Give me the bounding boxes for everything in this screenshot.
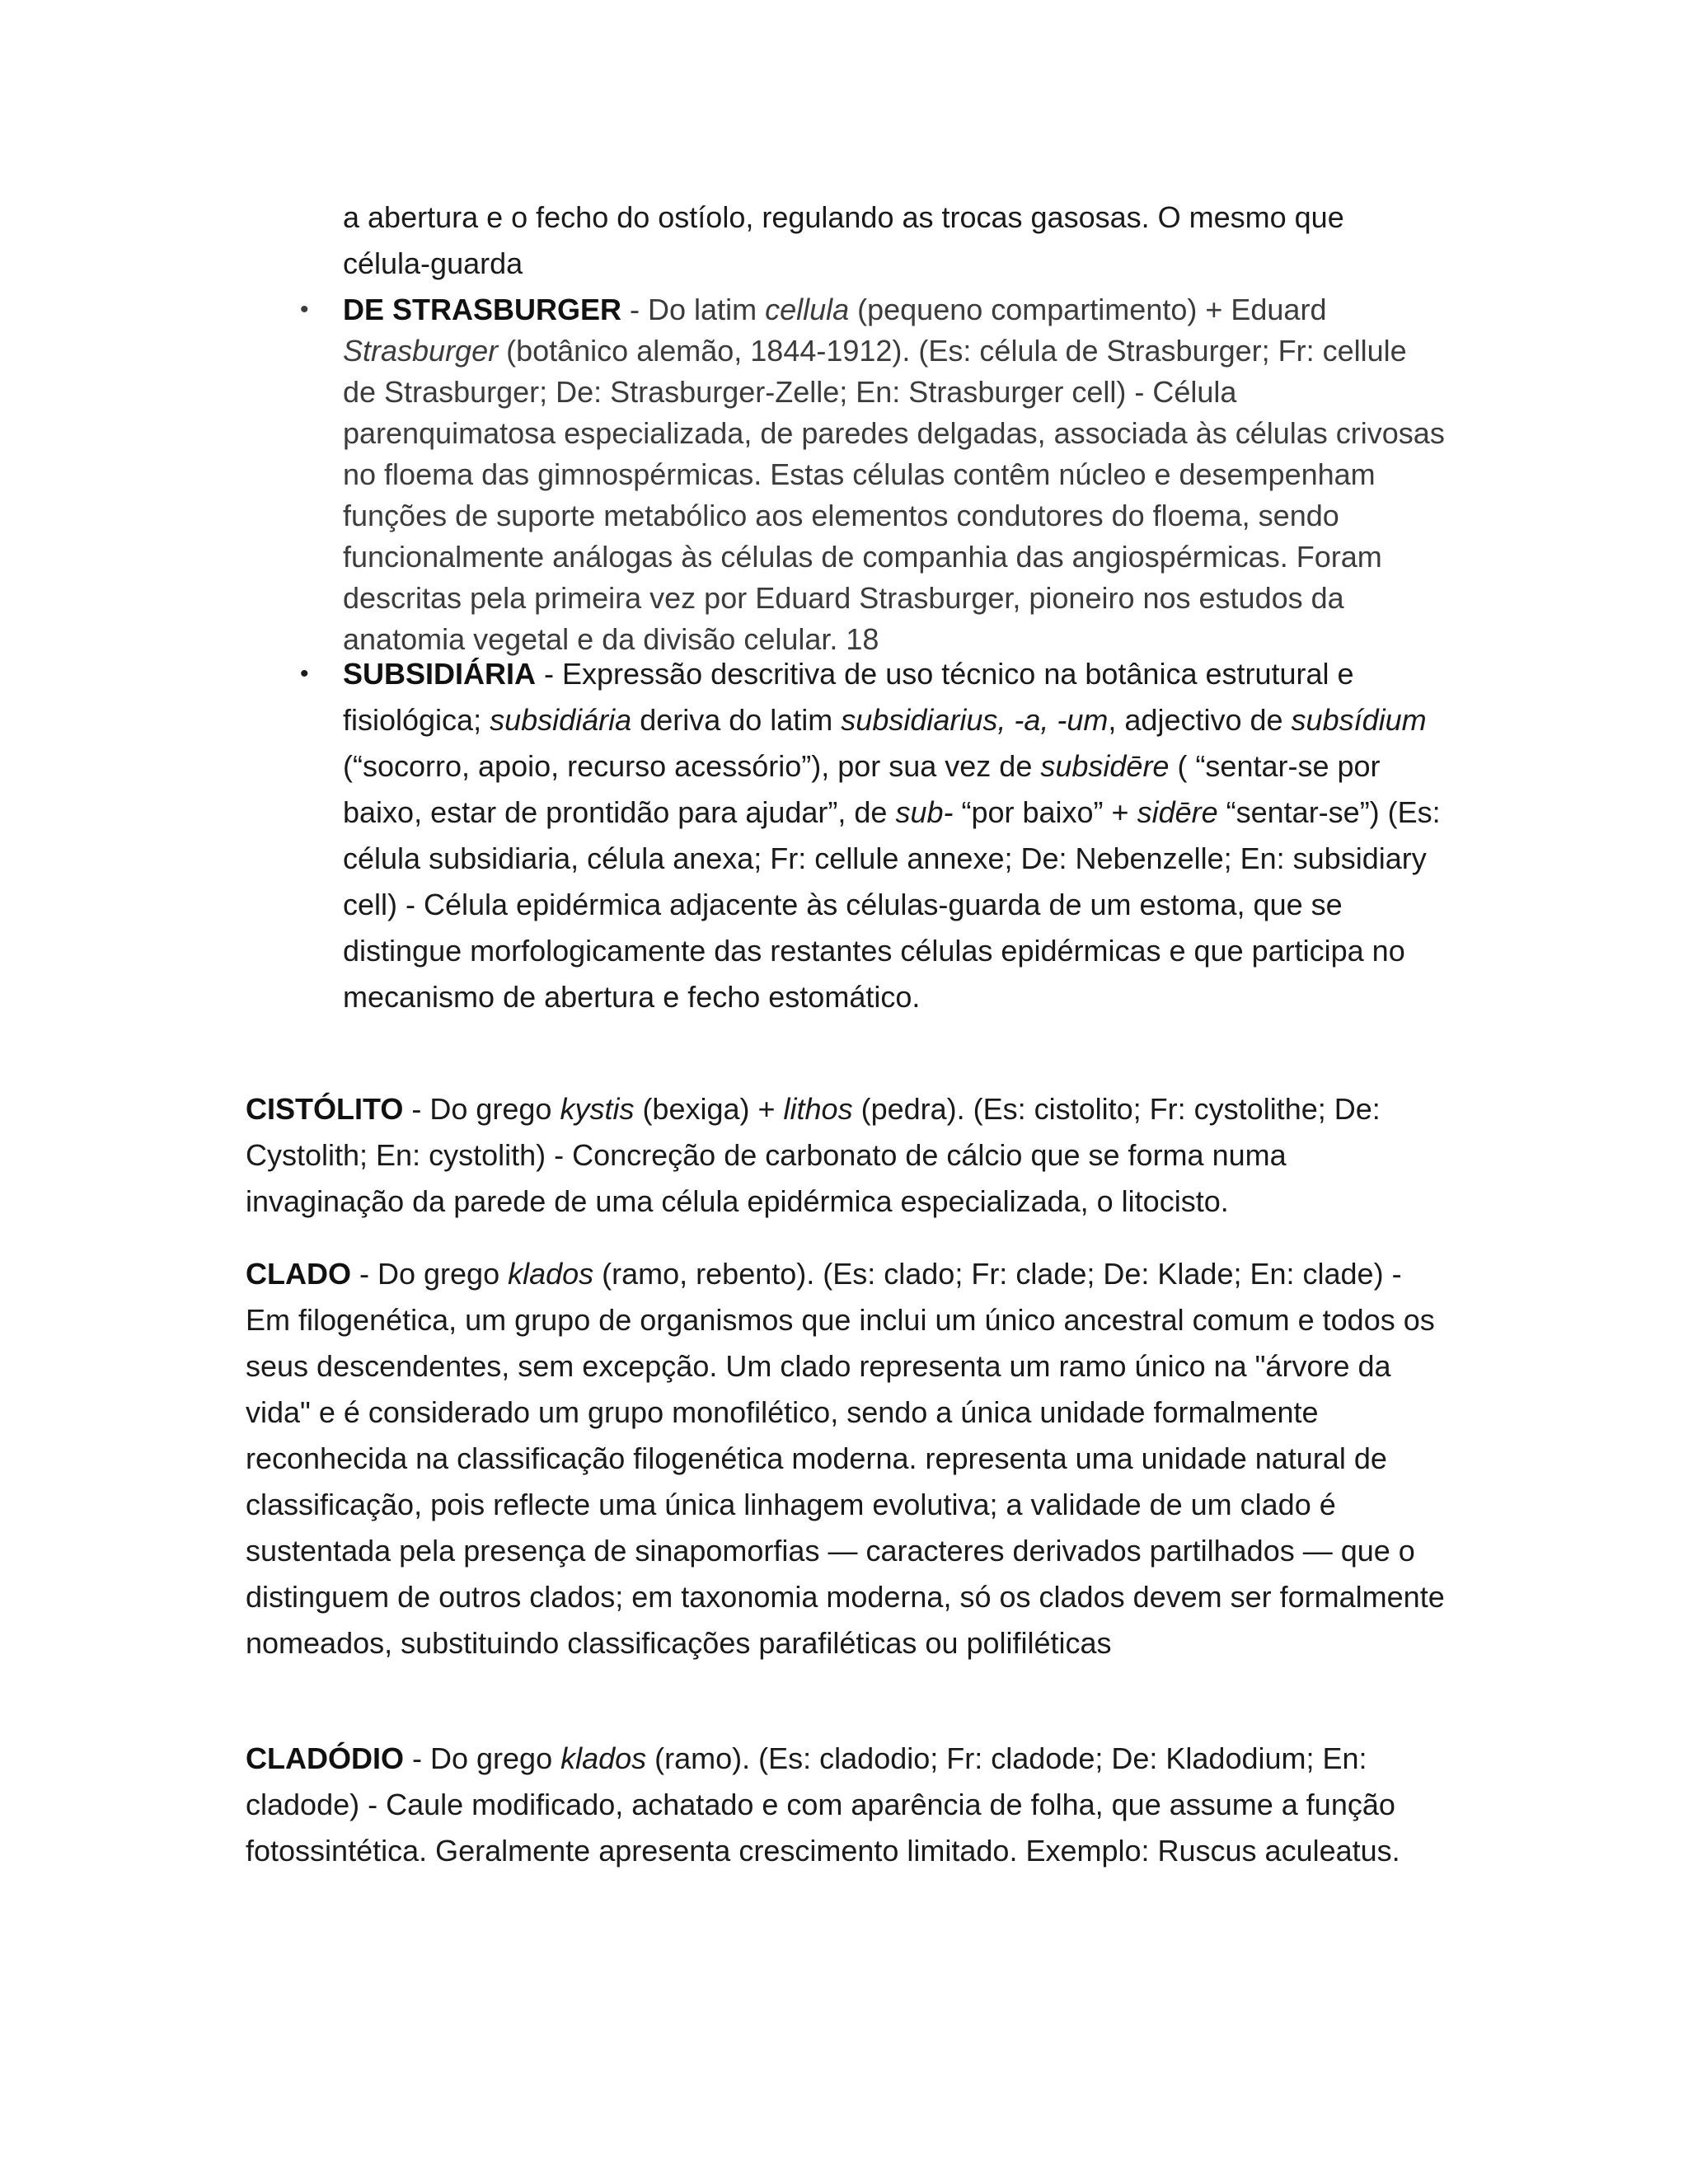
- clado-italic-1: klados: [508, 1257, 594, 1291]
- continuation-line-2: célula-guarda: [343, 246, 523, 280]
- strasburger-text-2: (pequeno compartimento) + Eduard: [849, 293, 1327, 326]
- subsidiaria-italic-2: subsidiarius, -a, -um: [841, 703, 1109, 737]
- cistolito-text-1: - Do grego: [403, 1092, 560, 1126]
- continuation-paragraph: [343, 194, 1447, 287]
- cistolito-text-3: (pedra). (Es: cistolito; Fr: cystolithe; De: Cystolith; En: cystolith) - Concreção de carbonato de cálcio que se forma numa invaginação da parede de uma célula epidérmica especializada, o litocisto.: [246, 1092, 1381, 1218]
- term-subsidiaria: SUBSIDIÁRIA: [343, 657, 537, 691]
- subsidiaria-text-4: (“socorro, apoio, recurso acessório”), por sua vez de: [343, 749, 1041, 783]
- subsidiaria-italic-4: subsidēre: [1040, 749, 1170, 783]
- cistolito-text-2: (bexiga) +: [634, 1092, 784, 1126]
- continuation-line-1: a abertura e o fecho do ostíolo, regulando as trocas gasosas. O mesmo que: [343, 200, 1344, 234]
- entry-cladodio: [246, 1736, 1449, 1874]
- subsidiaria-italic-1: subsidiária: [490, 703, 632, 737]
- subsidiaria-text-1: - Expressão descritiva de uso técnico na botânica estrutural e fisiológica;: [343, 657, 1354, 737]
- cistolito-italic-1: kystis: [560, 1092, 635, 1126]
- cistolito-italic-2: lithos: [783, 1092, 853, 1126]
- clado-text-1: - Do grego: [351, 1257, 509, 1291]
- subsidiaria-text-6: “por baixo” +: [953, 795, 1137, 829]
- cladodio-text-2: (ramo). (Es: cladodio; Fr: cladode; De: Kladodium; En: cladode) - Caule modificado, achatado e com aparência de folha, que assume a função fotossintética. Geralmente apresenta crescimento limitado. Exemplo: Ruscus aculeatus.: [246, 1741, 1400, 1868]
- bullet-dot: •: [300, 660, 309, 687]
- term-clado: CLADO: [246, 1257, 351, 1291]
- subsidiaria-text-7: “sentar-se”) (Es: célula subsidiaria, célula anexa; Fr: cellule annexe; De: Nebenzelle; En: subsidiary cell) - Célula epidérmica adjacente às células-guarda de um estoma, que se distingue morfologicamente das restantes células epidérmicas e que participa no mecanismo de abertura e fecho estomático.: [343, 795, 1441, 1014]
- entry-cistolito: [246, 1086, 1449, 1225]
- clado-text-2: (ramo, rebento). (Es: clado; Fr: clade; De: Klade; En: clade) - Em filogenética, um grupo de organismos que inclui um único ancestral comum e todos os seus descendentes, sem excepção. Um clado representa um ramo único na "árvore da vida" e é considerado um grupo monofilético, sendo a única unidade formalmente reconhecida na classificação filogenética moderna. representa uma unidade natural de classificação, pois reflecte uma única linhagem evolutiva; a validade de um clado é sustentada pela presença de sinapomorfias — caracteres derivados partilhados — que o distinguem de outros clados; em taxonomia moderna, só os clados devem ser formalmente nomeados, substituindo classificações parafiléticas ou polifiléticas: [246, 1257, 1445, 1660]
- list-item-strasburger: [300, 289, 1447, 660]
- subsidiaria-italic-6: sidēre: [1137, 795, 1218, 829]
- strasburger-text-3: (botânico alemão, 1844-1912). (Es: célula de Strasburger; Fr: cellule de Strasburger; De: Strasburger-Zelle; En: Strasburger cell) - Célula parenquimatosa especializada, de paredes delgadas, associada às células crivosas no floema das gimnospérmicas. Estas células contêm núcleo e desempenham funções de suporte metabólico aos elementos condutores do floema, sendo funcionalmente análogas às células de companhia das angiospérmicas. Foram descritas pela primeira vez por Eduard Strasburger, pioneiro nos estudos da anatomia vegetal e da divisão celular. 18: [343, 334, 1445, 656]
- cladodio-italic-1: klados: [560, 1741, 647, 1775]
- term-cistolito: CISTÓLITO: [246, 1092, 404, 1126]
- term-cladodio: CLADÓDIO: [246, 1741, 404, 1775]
- bullet-dot: •: [300, 296, 309, 323]
- strasburger-italic-1: cellula: [765, 293, 850, 326]
- subsidiaria-text-5: ( “sentar-se por baixo, estar de prontidão para ajudar”, de: [343, 749, 1381, 829]
- subsidiaria-text-3: , adjectivo de: [1108, 703, 1292, 737]
- term-strasburger: DE STRASBURGER: [343, 293, 622, 326]
- strasburger-text-1: - Do latim: [621, 293, 766, 326]
- subsidiaria-italic-5: sub-: [895, 795, 954, 829]
- subsidiaria-text-2: deriva do latim: [631, 703, 842, 737]
- subsidiaria-italic-3: subsídium: [1291, 703, 1427, 737]
- list-item-subsidiaria: [300, 651, 1447, 1020]
- cladodio-text-1: - Do grego: [404, 1741, 561, 1775]
- strasburger-italic-2: Strasburger: [343, 334, 499, 368]
- entry-clado: [246, 1251, 1449, 1666]
